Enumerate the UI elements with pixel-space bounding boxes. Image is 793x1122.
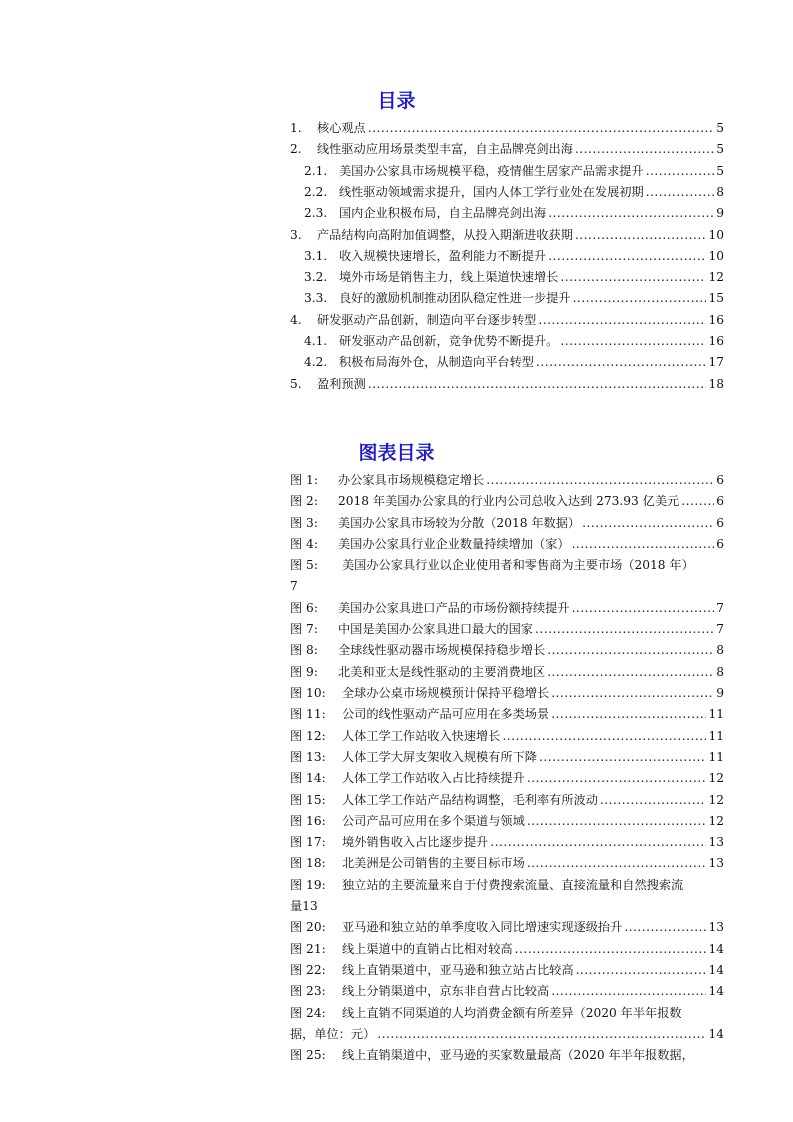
toc-entry-title: 研发驱动产品创新，竞争优势不断提升。: [339, 334, 559, 348]
figure-entry-title: 人体工学工作站收入占比持续提升: [342, 771, 525, 786]
toc-entry-page: 12: [708, 270, 724, 285]
toc-entry[interactable]: [290, 374, 724, 395]
dot-leader: [539, 747, 706, 768]
toc-entry[interactable]: [304, 161, 724, 182]
dot-leader: [486, 470, 714, 491]
dot-leader: [502, 726, 706, 747]
toc-entry-title: 积极布局海外仓，从制造向平台转型: [339, 355, 534, 370]
toc-entry-number: 5.: [290, 376, 302, 391]
figure-entry-number: 图 1:: [290, 473, 318, 487]
figure-entry-title: 全球办公桌市场规模预计保持平稳增长: [342, 686, 550, 700]
figure-entry-title: 公司的线性驱动产品可应用在多类场景: [342, 707, 550, 722]
figure-entry[interactable]: [290, 619, 724, 640]
figure-entry-page: 8: [716, 664, 724, 679]
figure-entry-number: 图 7:: [290, 622, 318, 637]
dot-leader: [582, 513, 714, 534]
figure-entry-page: 14: [708, 984, 724, 999]
toc-entry-title: 线性驱动领域需求提升，国内人体工学行业处在发展初期: [339, 184, 644, 199]
figure-entry-number: 图 13:: [290, 749, 326, 764]
figure-entry-title: 线上直销渠道中，亚马逊和独立站占比较高: [342, 962, 574, 977]
toc-entry-page: 5: [716, 121, 724, 135]
toc-entry[interactable]: [304, 246, 724, 267]
figure-entry-title: 北美洲是公司销售的主要目标市场: [342, 856, 525, 871]
figure-entry-page: 11: [708, 749, 724, 764]
figure-entry-page: 6: [716, 515, 724, 530]
toc-entry-page: 16: [708, 334, 724, 348]
figure-entry-page: 14: [708, 962, 724, 977]
toc-entry-page: 10: [708, 227, 724, 242]
figure-entry-number: 图 12:: [290, 728, 326, 743]
figure-entry[interactable]: [290, 875, 724, 917]
figure-entry-number: 图 25:: [290, 1048, 326, 1063]
toc-entry-title: 收入规模快速增长，盈利能力不断提升: [339, 248, 547, 263]
figure-entry[interactable]: [290, 534, 724, 555]
toc-entry[interactable]: [290, 118, 724, 139]
figure-entry-number: 图 10:: [290, 686, 326, 700]
dot-leader: [575, 139, 714, 160]
figure-entry-page: 6: [716, 536, 724, 551]
figure-entry-page: 9: [716, 686, 724, 700]
figure-entry-page: 11: [708, 707, 724, 722]
figure-entry-page: 11: [708, 728, 724, 743]
figure-entry[interactable]: [290, 960, 724, 981]
toc-entry-title: 研发驱动产品创新，制造向平台逐步转型: [317, 312, 537, 327]
figure-entry-number: 图 24:: [290, 1005, 326, 1020]
toc-entry-number: 4.2.: [304, 355, 328, 370]
toc-entry-page: 5: [716, 163, 724, 178]
toc-entry[interactable]: [304, 203, 724, 224]
figure-entry-number: 图 5:: [290, 558, 318, 573]
figure-entry-page: 6: [716, 473, 724, 487]
figure-entry[interactable]: [290, 470, 724, 491]
figure-entry[interactable]: [290, 917, 724, 938]
figure-entry-title: 全球线性驱动器市场规模保持稳步增长: [338, 643, 546, 658]
toc-entry-page: 5: [716, 142, 724, 157]
figure-entry-title: 人体工学工作站收入快速增长: [342, 728, 501, 743]
figure-entry[interactable]: [290, 790, 724, 811]
dot-leader: [377, 1024, 706, 1045]
toc-entry-title: 线性驱动应用场景类型丰富，自主品牌亮剑出海: [317, 142, 573, 157]
toc-entry-title: 盈利预测: [317, 376, 366, 391]
figure-entry-title: 中国是美国办公家具进口最大的国家: [338, 622, 533, 637]
toc-entry-number: 2.2.: [304, 184, 328, 199]
dot-leader: [368, 118, 714, 139]
figure-entry[interactable]: [290, 1045, 724, 1066]
toc-entry[interactable]: [304, 267, 724, 288]
dot-leader: [547, 662, 714, 683]
figure-entry-number: 图 18:: [290, 856, 326, 871]
figure-entry[interactable]: [290, 598, 724, 619]
toc-entry-page: 16: [708, 312, 724, 327]
figure-entry-title: 2018 年美国办公家具的行业内公司总收入达到 273.93 亿美元: [338, 494, 680, 509]
dot-leader: [681, 491, 714, 512]
figure-entry[interactable]: [290, 704, 724, 725]
toc-entry[interactable]: [290, 225, 724, 246]
toc-entry-number: 3.1.: [304, 248, 328, 263]
toc-entry-title: 核心观点: [317, 121, 366, 135]
list-of-figures-title: 图表目录: [358, 442, 435, 464]
figure-entry-title: 美国办公家具行业以企业使用者和零售商为主要市场（2018 年）: [342, 558, 694, 573]
toc-entry[interactable]: [290, 139, 724, 160]
figure-entry[interactable]: [290, 747, 724, 768]
dot-leader: [515, 939, 707, 960]
toc-entry[interactable]: [304, 331, 724, 352]
figure-entry-page: 12: [708, 792, 724, 807]
figure-entry-number: 图 20:: [290, 920, 326, 935]
figure-entry-title: 北美和亚太是线性驱动的主要消费地区: [338, 664, 546, 679]
dot-leader: [548, 203, 714, 224]
figure-entry-title: 美国办公家具行业企业数量持续增加（家）: [338, 536, 570, 551]
dot-leader: [624, 917, 706, 938]
figure-entry-page: 12: [708, 771, 724, 786]
figure-entry-title: 办公家具市场规模稳定增长: [338, 473, 485, 487]
figure-entry-title: 人体工学大屏支架收入规模有所下降: [342, 749, 537, 764]
figure-entry[interactable]: [290, 683, 724, 704]
dot-leader: [560, 267, 706, 288]
figure-entry-number: 图 4:: [290, 536, 318, 551]
figure-entry-page: 14: [708, 1026, 724, 1041]
toc-entry-number: 2.3.: [304, 206, 328, 221]
figure-entry[interactable]: [290, 726, 724, 747]
figure-entry-page: 7: [716, 622, 724, 637]
toc-entry-title: 国内企业积极布局，自主品牌亮剑出海: [339, 206, 547, 221]
figure-entry[interactable]: [290, 513, 724, 534]
figure-entry-number: 图 22:: [290, 962, 326, 977]
figure-entry[interactable]: [290, 939, 724, 960]
figure-entry-title: 线上分销渠道中，京东非自营占比较高: [342, 984, 550, 999]
figure-entry-title: 公司产品可应用在多个渠道与领域: [342, 813, 525, 828]
dot-leader: [573, 288, 707, 309]
dot-leader: [551, 981, 706, 1002]
figure-entry[interactable]: [290, 640, 724, 661]
dot-leader: [572, 534, 715, 555]
figure-entry-title: 线上直销渠道中，亚马逊的买家数量最高（2020 年半年报数据，: [342, 1048, 694, 1063]
dot-leader: [646, 161, 715, 182]
toc-entry-number: 3.3.: [304, 291, 328, 306]
figure-entry-page: 13: [708, 920, 724, 935]
figure-entry-number: 图 8:: [290, 643, 318, 658]
figure-entry-title: 亚马逊和独立站的单季度收入同比增速实现逐级抬升: [342, 920, 623, 935]
dot-leader: [535, 619, 714, 640]
figure-entry-number: 图 16:: [290, 813, 326, 828]
figure-entry-number: 图 14:: [290, 771, 326, 786]
dot-leader: [490, 832, 706, 853]
toc-entry[interactable]: [304, 288, 724, 309]
toc-entry-page: 8: [716, 184, 724, 199]
toc-entry-title: 产品结构向高附加值调整，从投入期渐进收获期: [317, 227, 573, 242]
toc-entry-page: 17: [708, 355, 724, 370]
figure-entry[interactable]: [290, 1003, 724, 1045]
figure-entry-title: 美国办公家具市场较为分散（2018 年数据）: [338, 515, 581, 530]
figure-entry-page: 8: [716, 643, 724, 658]
figure-entry-number: 图 21:: [290, 941, 326, 956]
figure-entry-title: 美国办公家具进口产品的市场份额持续提升: [338, 600, 570, 615]
figure-entry[interactable]: [290, 555, 724, 597]
figure-entry-title: 线上渠道中的直销占比相对较高: [342, 941, 513, 956]
toc-title: 目录: [377, 90, 416, 112]
toc-entry-number: 2.: [290, 142, 302, 157]
dot-leader: [547, 640, 714, 661]
dot-leader: [527, 853, 707, 874]
figure-entry-page: 12: [708, 813, 724, 828]
toc-entry-number: 4.1.: [304, 334, 328, 348]
figure-entry[interactable]: [290, 491, 724, 512]
figure-entry-page: 14: [708, 941, 724, 956]
figure-entry[interactable]: [290, 811, 724, 832]
toc-entry-page: 10: [708, 248, 724, 263]
figure-entry-number: 图 6:: [290, 600, 318, 615]
figure-entry-page: 13: [708, 856, 724, 871]
figure-entry-title-cont: 量: [290, 898, 303, 913]
figure-entry[interactable]: [290, 853, 724, 874]
figure-entry-number: 图 17:: [290, 835, 326, 850]
toc-entry-title: 良好的激励机制推动团队稳定性进一步提升: [339, 291, 571, 306]
toc-entry[interactable]: [304, 352, 724, 373]
dot-leader: [560, 331, 706, 352]
dot-leader: [576, 960, 707, 981]
figure-entry-title: 独立站的主要流量来自于付费搜索流量、直接流量和自然搜索流: [342, 877, 684, 892]
dot-leader: [538, 310, 706, 331]
dot-leader: [548, 246, 706, 267]
dot-leader: [527, 768, 707, 789]
toc-entry[interactable]: [304, 182, 724, 203]
toc-entry-title: 境外市场是销售主力，线上渠道快速增长: [339, 270, 559, 285]
toc-entry-page: 9: [716, 206, 724, 221]
dot-leader: [551, 683, 714, 704]
toc-entry-number: 3.: [290, 227, 302, 242]
dot-leader: [536, 352, 706, 373]
figure-entry-page: 13: [708, 835, 724, 850]
toc-entry-page: 15: [708, 291, 724, 306]
figure-entry-title-cont: 据，单位：元）: [290, 1026, 376, 1041]
figure-entry-number: 图 11:: [290, 707, 326, 722]
figure-entry-number: 图 19:: [290, 877, 326, 892]
dot-leader: [527, 811, 707, 832]
figure-entry-number: 图 15:: [290, 792, 326, 807]
dot-leader: [600, 790, 707, 811]
figure-entry-number: 图 9:: [290, 664, 318, 679]
figure-entry-title: 境外销售收入占比逐步提升: [342, 835, 489, 850]
toc-entry[interactable]: [290, 310, 724, 331]
toc-entry-number: 2.1.: [304, 163, 328, 178]
figure-entry-title: 人体工学工作站产品结构调整，毛利率有所波动: [342, 792, 598, 807]
figure-entry-number: 图 3:: [290, 515, 318, 530]
figure-entry-page: 7: [716, 600, 724, 615]
figure-entry-page: 7: [290, 579, 298, 594]
dot-leader: [575, 225, 707, 246]
dot-leader: [368, 374, 707, 395]
toc-entry-number: 3.2.: [304, 270, 328, 285]
figure-entry[interactable]: [290, 768, 724, 789]
toc-entry-title: 美国办公家具市场规模平稳，疫情催生居家产品需求提升: [339, 163, 644, 178]
figure-entry[interactable]: [290, 662, 724, 683]
toc-entry-number: 1.: [290, 121, 302, 135]
figure-entry-page: 6: [716, 494, 724, 509]
figure-entry-number: 图 23:: [290, 984, 326, 999]
dot-leader: [646, 182, 715, 203]
figure-entry[interactable]: [290, 981, 724, 1002]
dot-leader: [572, 598, 715, 619]
figure-entry[interactable]: [290, 832, 724, 853]
figure-entry-title: 线上直销不同渠道的人均消费金额有所差异（2020 年半年报数: [342, 1005, 682, 1020]
toc-entry-page: 18: [708, 376, 724, 391]
toc-entry-number: 4.: [290, 312, 302, 327]
figure-entry-number: 图 2:: [290, 494, 318, 509]
figure-entry-page: 13: [302, 898, 318, 913]
dot-leader: [551, 704, 706, 725]
